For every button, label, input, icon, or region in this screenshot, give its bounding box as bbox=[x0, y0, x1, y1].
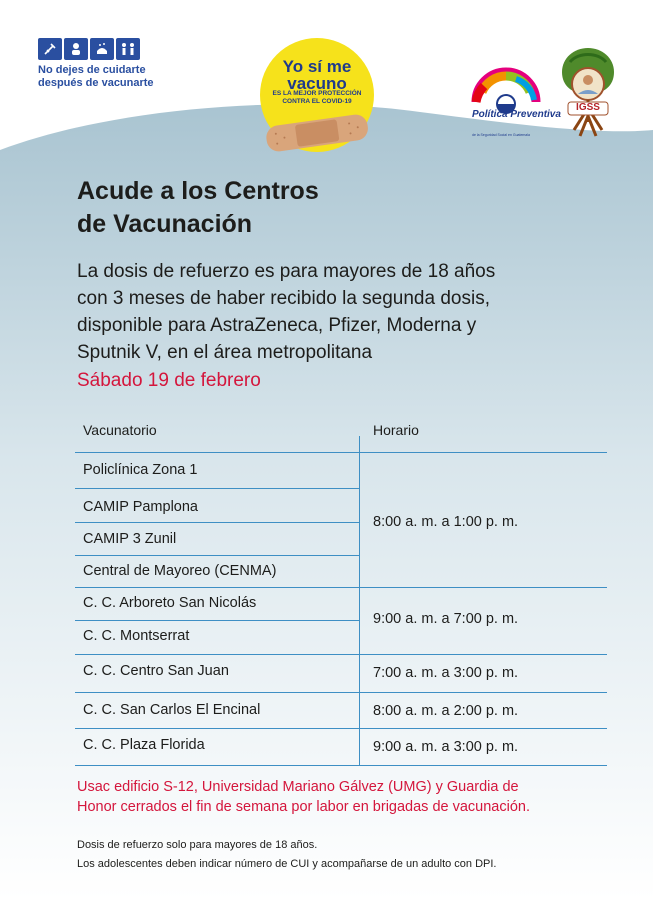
column-header-vacunatorio: Vacunatorio bbox=[83, 422, 157, 438]
row-divider bbox=[75, 765, 607, 766]
title-line: Acude a los Centros bbox=[77, 177, 319, 205]
row-divider bbox=[75, 728, 607, 729]
intro-paragraph bbox=[77, 258, 617, 366]
column-header-horario: Horario bbox=[373, 422, 419, 438]
intro-line: con 3 meses de haber recibido la segunda dosis, bbox=[77, 288, 490, 309]
intro-line: La dosis de refuerzo es para mayores de 18 años bbox=[77, 261, 496, 282]
handwash-icon bbox=[90, 38, 114, 60]
footnote-line: Los adolescentes deben indicar número de CUI y acompañarse de un adulto con DPI. bbox=[77, 858, 497, 870]
row-divider bbox=[75, 587, 607, 588]
badge-subtitle: ES LA MEJOR PROTECCIÓN CONTRA EL COVID-19 bbox=[272, 90, 362, 105]
closure-notice bbox=[77, 777, 617, 817]
table-cell-vacunatorio: Policlínica Zona 1 bbox=[83, 462, 198, 478]
igss-text: IGSS bbox=[576, 102, 600, 113]
igss-logo bbox=[548, 42, 628, 142]
mask-icon bbox=[64, 38, 88, 60]
table-cell-vacunatorio: C. C. Montserrat bbox=[83, 628, 190, 644]
table-cell-vacunatorio: C. C. San Carlos El Encinal bbox=[83, 702, 261, 718]
row-divider bbox=[75, 692, 607, 693]
row-divider bbox=[75, 488, 359, 489]
table-cell-vacunatorio: C. C. Plaza Florida bbox=[83, 737, 205, 753]
table-cell-horario: 9:00 a. m. a 7:00 p. m. bbox=[373, 611, 519, 627]
column-divider bbox=[359, 436, 360, 765]
table-cell-vacunatorio: C. C. Arboreto San Nicolás bbox=[83, 595, 257, 611]
table-cell-horario: 9:00 a. m. a 3:00 p. m. bbox=[373, 739, 519, 755]
row-divider bbox=[75, 452, 607, 453]
closure-notice-line: Honor cerrados el fin de semana por labor en brigadas de vacunación. bbox=[77, 799, 530, 815]
row-divider bbox=[75, 522, 359, 523]
footnote bbox=[77, 836, 637, 874]
politica-preventiva-logo bbox=[470, 62, 542, 142]
table-cell-vacunatorio: CAMIP 3 Zunil bbox=[83, 531, 177, 547]
page-title bbox=[77, 175, 497, 241]
distance-icon bbox=[116, 38, 140, 60]
intro-line: Sputnik V, en el área metropolitana bbox=[77, 342, 373, 363]
table-cell-vacunatorio: CAMIP Pamplona bbox=[83, 499, 198, 515]
badge-title: Yo sí me vacuno bbox=[282, 57, 352, 93]
footnote-line: Dosis de refuerzo solo para mayores de 18 años. bbox=[77, 839, 318, 851]
prevention-icons bbox=[38, 38, 140, 60]
table-cell-vacunatorio: Central de Mayoreo (CENMA) bbox=[83, 563, 277, 579]
table-cell-horario: 8:00 a. m. a 2:00 p. m. bbox=[373, 703, 519, 719]
syringe-icon bbox=[38, 38, 62, 60]
table-cell-horario: 7:00 a. m. a 3:00 p. m. bbox=[373, 665, 519, 681]
row-divider bbox=[75, 654, 607, 655]
row-divider bbox=[75, 555, 359, 556]
prevention-text: No dejes de cuidarte después de vacunarte bbox=[38, 64, 154, 89]
table-cell-vacunatorio: C. C. Centro San Juan bbox=[83, 663, 229, 679]
politica-preventiva-text: Política Preventiva bbox=[472, 109, 561, 120]
politica-preventiva-subtext: de la Seguridad Social en Guatemala bbox=[472, 133, 530, 137]
intro-line: disponible para AstraZeneca, Pfizer, Moderna y bbox=[77, 315, 477, 336]
schedule-table bbox=[75, 422, 607, 767]
table-cell-horario: 8:00 a. m. a 1:00 p. m. bbox=[373, 514, 519, 530]
date-label: Sábado 19 de febrero bbox=[77, 370, 261, 391]
closure-notice-line: Usac edificio S-12, Universidad Mariano Gálvez (UMG) y Guardia de bbox=[77, 779, 519, 795]
row-divider bbox=[75, 620, 359, 621]
title-line: de Vacunación bbox=[77, 210, 253, 238]
